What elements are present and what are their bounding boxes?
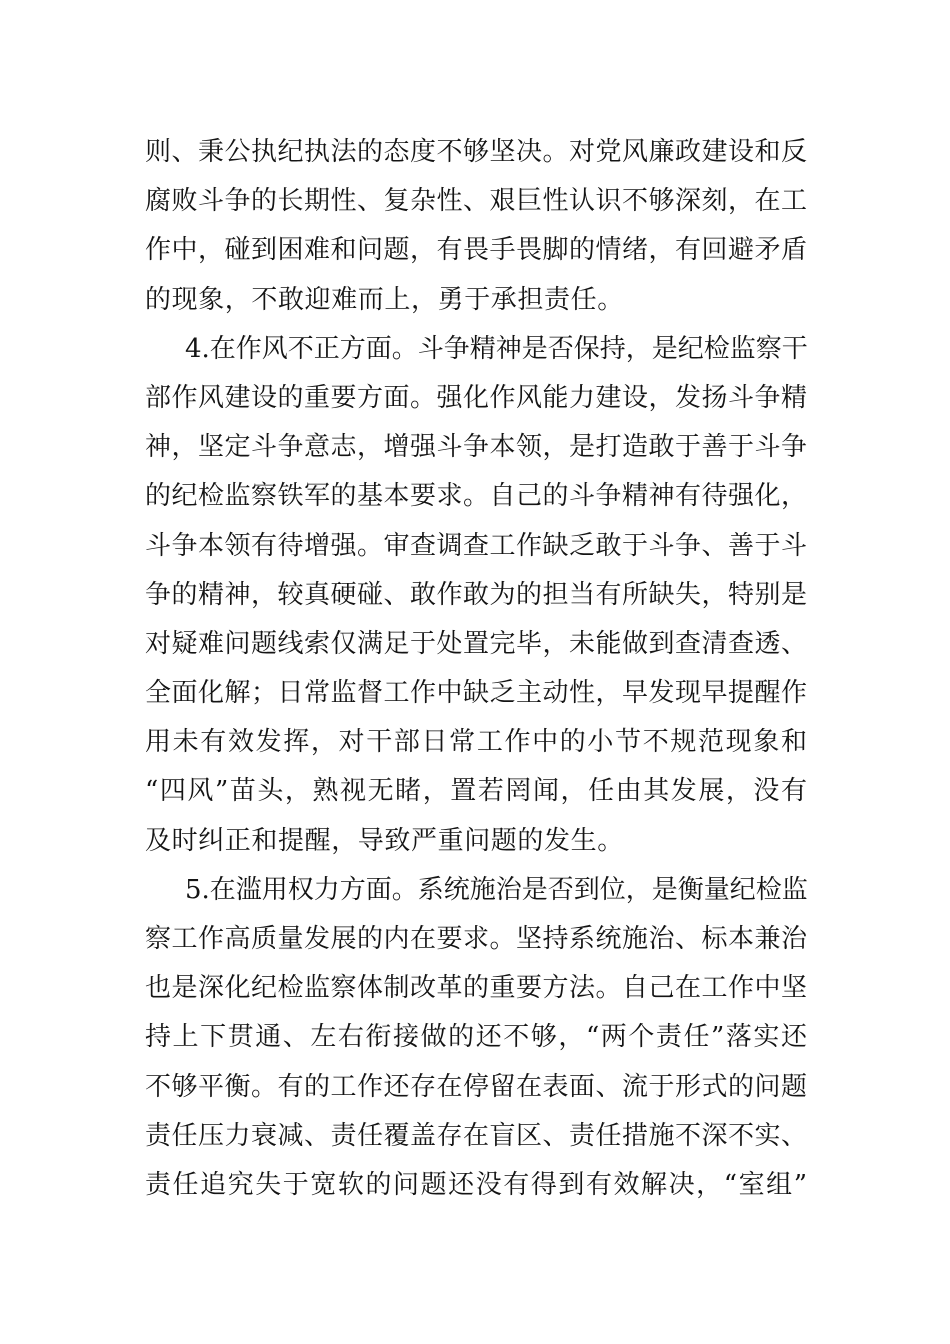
text-line: 部作风建设的重要方面。强化作风能力建设，发扬斗争精 bbox=[145, 382, 807, 413]
text-line: 神，坚定斗争意志，增强斗争本领，是打造敢于善于斗争 bbox=[145, 432, 807, 463]
body-text bbox=[145, 128, 807, 1210]
text-line: 也是深化纪检监察体制改革的重要方法。自己在工作中坚 bbox=[145, 973, 807, 1004]
text-line: 责任追究失于宽软的问题还没有得到有效解决，“室组” bbox=[145, 1169, 807, 1200]
text-line: 腐败斗争的长期性、复杂性、艰巨性认识不够深刻，在工 bbox=[145, 186, 807, 217]
text-line: 的纪检监察铁军的基本要求。自己的斗争精神有待强化， bbox=[145, 481, 807, 512]
text-line: 责任压力衰减、责任覆盖存在盲区、责任措施不深不实、 bbox=[145, 1120, 807, 1151]
text-line: 及时纠正和提醒，导致严重问题的发生。 bbox=[145, 825, 624, 856]
text-line: 全面化解；日常监督工作中缺乏主动性，早发现早提醒作 bbox=[145, 678, 807, 709]
text-line: 用未有效发挥，对干部日常工作中的小节不规范现象和 bbox=[145, 727, 807, 758]
text-line: 争的精神，较真硬碰、敢作敢为的担当有所缺失，特别是 bbox=[145, 579, 807, 610]
text-line: 对疑难问题线索仅满足于处置完毕，未能做到查清查透、 bbox=[145, 628, 807, 659]
text-line: 则、秉公执纪执法的态度不够坚决。对党风廉政建设和反 bbox=[145, 137, 807, 167]
section-5-heading-line: 5.在滥用权力方面。系统施治是否到位，是衡量纪检监 bbox=[185, 874, 808, 905]
text-line: 不够平衡。有的工作还存在停留在表面、流于形式的问题 bbox=[145, 1071, 807, 1102]
text-line: 斗争本领有待增强。审查调查工作缺乏敢于斗争、善于斗 bbox=[145, 530, 807, 561]
section-4-heading-line: 4.在作风不正方面。斗争精神是否保持，是纪检监察干 bbox=[185, 333, 808, 364]
text-line: 察工作高质量发展的内在要求。坚持系统施治、标本兼治 bbox=[145, 924, 807, 954]
text-line: 持上下贯通、左右衔接做的还不够，“两个责任”落实还 bbox=[145, 1022, 807, 1053]
text-line: 的现象，不敢迎难而上，勇于承担责任。 bbox=[145, 284, 624, 315]
text-line: “四风”苗头，熟视无睹，置若罔闻，任由其发展，没有 bbox=[145, 776, 807, 807]
text-line: 作中，碰到困难和问题，有畏手畏脚的情绪，有回避矛盾 bbox=[145, 235, 807, 266]
